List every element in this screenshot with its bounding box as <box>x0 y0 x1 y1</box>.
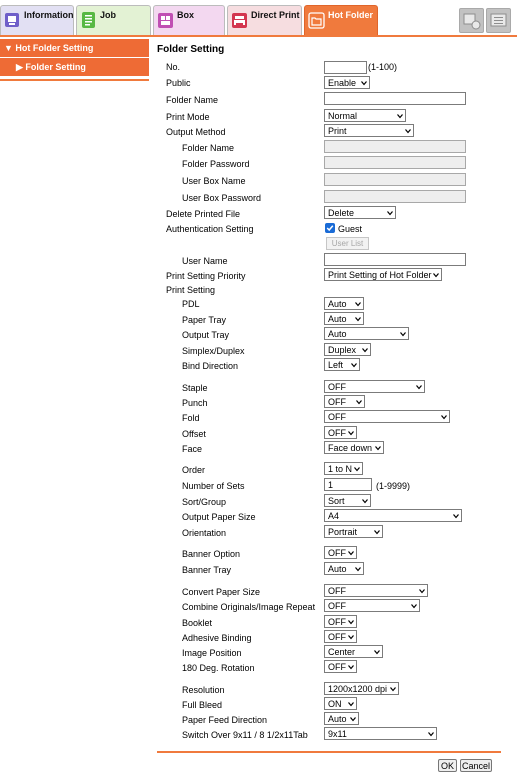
tab-information-label: Information <box>24 10 74 20</box>
orientation-value: Portrait <box>328 527 358 537</box>
adhesive-binding-value: OFF <box>328 632 346 642</box>
banner-option-value: OFF <box>328 548 346 558</box>
device-settings-icon <box>460 9 483 32</box>
fold-label: Fold <box>182 413 200 423</box>
chevron-down-icon <box>348 550 354 556</box>
output-paper-size-value: A4 <box>328 511 340 521</box>
nav-divider <box>0 79 149 81</box>
tab-divider <box>0 35 517 37</box>
sort-group-select[interactable] <box>324 494 371 507</box>
output-paper-size-label: Output Paper Size <box>182 512 256 522</box>
image-position-label: Image Position <box>182 648 242 658</box>
device-settings-button[interactable] <box>459 8 484 33</box>
bind-direction-label: Bind Direction <box>182 361 239 371</box>
nav-folder-setting[interactable]: ▶ Folder Setting <box>0 58 149 76</box>
list-icon <box>487 9 510 32</box>
chevron-down-icon <box>411 603 417 609</box>
sort-group-value: Sort <box>328 496 345 506</box>
rotation-select[interactable] <box>324 660 357 673</box>
chevron-down-icon <box>397 113 403 119</box>
chevron-down-icon <box>419 588 425 594</box>
information-icon <box>4 11 21 29</box>
face-select[interactable] <box>324 441 384 454</box>
switch-over-select[interactable] <box>324 727 437 740</box>
user-name-label: User Name <box>182 256 228 266</box>
print-mode-select[interactable] <box>324 109 406 122</box>
full-bleed-select[interactable] <box>324 697 357 710</box>
folder-name-label: Folder Name <box>166 95 219 105</box>
chevron-down-icon <box>355 301 361 307</box>
direct-print-icon <box>231 11 248 29</box>
public-value: Enable <box>328 78 357 88</box>
banner-option-label: Banner Option <box>182 549 241 559</box>
paper-feed-direction-select[interactable] <box>324 712 359 725</box>
print-setting-label: Print Setting <box>166 285 216 295</box>
sort-group-label: Sort/Group <box>182 497 227 507</box>
output-tray-value: Auto <box>328 329 347 339</box>
order-label: Order <box>182 465 206 475</box>
output-method-value: Print <box>328 126 347 136</box>
check-icon <box>326 224 334 232</box>
hot-folder-icon <box>308 11 325 29</box>
user-box-name-label: User Box Name <box>182 176 246 186</box>
box-icon <box>157 11 174 29</box>
paper-tray-label: Paper Tray <box>182 315 227 325</box>
order-select[interactable] <box>324 462 363 475</box>
user-name-input[interactable] <box>324 253 466 266</box>
fold-select[interactable] <box>324 410 450 423</box>
simplex-duplex-value: Duplex <box>328 345 357 355</box>
chevron-down-icon <box>405 128 411 134</box>
paper-feed-direction-label: Paper Feed Direction <box>182 715 268 725</box>
tab-box-label: Box <box>177 10 195 20</box>
chevron-down-icon <box>354 466 360 472</box>
staple-value: OFF <box>328 382 346 392</box>
order-value: 1 to N <box>328 464 353 474</box>
chevron-down-icon <box>387 210 393 216</box>
chevron-down-icon <box>374 529 380 535</box>
face-label: Face <box>182 444 203 454</box>
ok-button[interactable]: OK <box>438 759 457 772</box>
number-of-sets-label: Number of Sets <box>182 481 245 491</box>
combine-originals-value: OFF <box>328 601 346 611</box>
chevron-down-icon <box>348 701 354 707</box>
full-bleed-label: Full Bleed <box>182 700 223 710</box>
booklet-label: Booklet <box>182 618 213 628</box>
chevron-down-icon <box>453 513 459 519</box>
output-method-label: Output Method <box>166 127 226 137</box>
pdl-value: Auto <box>328 299 347 309</box>
chevron-down-icon <box>348 430 354 436</box>
chevron-down-icon <box>441 414 447 420</box>
offset-label: Offset <box>182 429 206 439</box>
combine-originals-select[interactable] <box>324 599 420 612</box>
offset-select[interactable] <box>324 426 357 439</box>
chevron-down-icon <box>400 331 406 337</box>
chevron-down-icon <box>355 566 361 572</box>
public-select[interactable] <box>324 76 370 89</box>
om-folder-name-input[interactable] <box>324 140 466 153</box>
banner-tray-value: Auto <box>328 564 347 574</box>
bind-direction-value: Left <box>328 360 344 370</box>
chevron-down-icon <box>348 634 354 640</box>
page-title: Folder Setting <box>157 44 225 55</box>
resolution-value: 1200x1200 dpi <box>328 684 388 694</box>
adhesive-binding-label: Adhesive Binding <box>182 633 252 643</box>
user-box-password-label: User Box Password <box>182 193 262 203</box>
om-folder-password-input[interactable] <box>324 156 466 169</box>
chevron-down-icon <box>361 80 367 86</box>
chevron-down-icon <box>350 716 356 722</box>
number-of-sets-input[interactable]: 1 <box>324 478 372 491</box>
tab-job[interactable] <box>76 5 151 35</box>
chevron-down-icon <box>362 498 368 504</box>
chevron-down-icon <box>348 664 354 670</box>
rotation-label: 180 Deg. Rotation <box>182 663 255 673</box>
user-list-button[interactable]: User List <box>326 237 369 250</box>
image-position-value: Center <box>328 647 356 657</box>
delete-printed-file-value: Delete <box>328 208 355 218</box>
banner-tray-select[interactable] <box>324 562 364 575</box>
tab-job-label: Job <box>100 10 117 20</box>
chevron-down-icon <box>355 316 361 322</box>
chevron-down-icon <box>362 347 368 353</box>
delete-printed-file-select[interactable] <box>324 206 396 219</box>
tab-direct-print[interactable] <box>227 5 302 35</box>
tab-hot-folder[interactable] <box>304 5 378 35</box>
switch-over-label: Switch Over 9x11 / 8 1/2x11Tab <box>182 730 308 740</box>
guest-label: Guest <box>338 224 363 234</box>
bind-direction-select[interactable] <box>324 358 360 371</box>
output-paper-size-select[interactable] <box>324 509 462 522</box>
chevron-down-icon <box>375 445 381 451</box>
paper-feed-direction-value: Auto <box>328 714 347 724</box>
print-setting-priority-value: Print Setting of Hot Folder <box>328 270 432 280</box>
no-label: No. <box>166 62 181 72</box>
full-bleed-value: ON <box>328 699 342 709</box>
staple-select[interactable] <box>324 380 425 393</box>
adhesive-binding-select[interactable] <box>324 630 357 643</box>
punch-value: OFF <box>328 397 346 407</box>
chevron-down-icon <box>416 384 422 390</box>
user-box-password-input[interactable] <box>324 190 466 203</box>
orientation-select[interactable] <box>324 525 383 538</box>
tab-hot-folder-label: Hot Folder <box>328 10 373 20</box>
booklet-value: OFF <box>328 617 346 627</box>
pdl-label: PDL <box>182 299 200 309</box>
tab-direct-print-label: Direct Print <box>251 10 300 20</box>
delete-printed-file-label: Delete Printed File <box>166 209 241 219</box>
pdl-select[interactable] <box>324 297 364 310</box>
output-tray-label: Output Tray <box>182 330 230 340</box>
om-folder-name-label: Folder Name <box>182 143 235 153</box>
folder-name-input[interactable] <box>324 92 466 105</box>
punch-select[interactable] <box>324 395 365 408</box>
print-mode-label: Print Mode <box>166 112 210 122</box>
convert-paper-size-label: Convert Paper Size <box>182 587 261 597</box>
nav-hot-folder-setting[interactable]: ▼ Hot Folder Setting <box>0 39 149 57</box>
user-box-name-input[interactable] <box>324 173 466 186</box>
chevron-down-icon <box>348 619 354 625</box>
output-tray-select[interactable] <box>324 327 409 340</box>
chevron-down-icon <box>374 649 380 655</box>
output-method-select[interactable] <box>324 124 414 137</box>
public-label: Public <box>166 78 191 88</box>
combine-originals-label: Combine Originals/Image Repeat <box>182 602 316 612</box>
cancel-button[interactable]: Cancel <box>461 761 490 771</box>
chevron-down-icon <box>351 362 357 368</box>
tab-information[interactable] <box>0 5 74 35</box>
face-value: Face down <box>328 443 373 453</box>
convert-paper-size-value: OFF <box>328 586 346 596</box>
form-divider <box>157 751 501 753</box>
simplex-duplex-select[interactable] <box>324 343 371 356</box>
number-of-sets-hint: (1-9999) <box>376 481 411 491</box>
punch-label: Punch <box>182 398 208 408</box>
print-setting-priority-select[interactable] <box>324 268 442 281</box>
fold-value: OFF <box>328 412 346 422</box>
no-range-hint: (1-100) <box>368 62 398 72</box>
no-input[interactable] <box>324 61 367 74</box>
log-list-button[interactable] <box>486 8 511 33</box>
chevron-down-icon <box>428 731 434 737</box>
switch-over-value: 9x11 <box>328 729 347 739</box>
om-folder-password-label: Folder Password <box>182 159 250 169</box>
tab-box[interactable] <box>153 5 225 35</box>
resolution-label: Resolution <box>182 685 225 695</box>
orientation-label: Orientation <box>182 528 227 538</box>
print-mode-value: Normal <box>328 111 358 121</box>
paper-tray-value: Auto <box>328 314 347 324</box>
chevron-down-icon <box>433 272 439 278</box>
rotation-value: OFF <box>328 662 346 672</box>
offset-value: OFF <box>328 428 346 438</box>
booklet-select[interactable] <box>324 615 357 628</box>
guest-checkbox[interactable] <box>325 223 335 233</box>
image-position-select[interactable] <box>324 645 383 658</box>
convert-paper-size-select[interactable] <box>324 584 428 597</box>
paper-tray-select[interactable] <box>324 312 364 325</box>
staple-label: Staple <box>182 383 208 393</box>
chevron-down-icon <box>356 399 362 405</box>
resolution-select[interactable] <box>324 682 399 695</box>
banner-option-select[interactable] <box>324 546 357 559</box>
job-icon <box>80 11 97 29</box>
banner-tray-label: Banner Tray <box>182 565 232 575</box>
print-setting-priority-label: Print Setting Priority <box>166 271 246 281</box>
simplex-duplex-label: Simplex/Duplex <box>182 346 245 356</box>
chevron-down-icon <box>390 686 396 692</box>
authentication-setting-label: Authentication Setting <box>166 224 254 234</box>
